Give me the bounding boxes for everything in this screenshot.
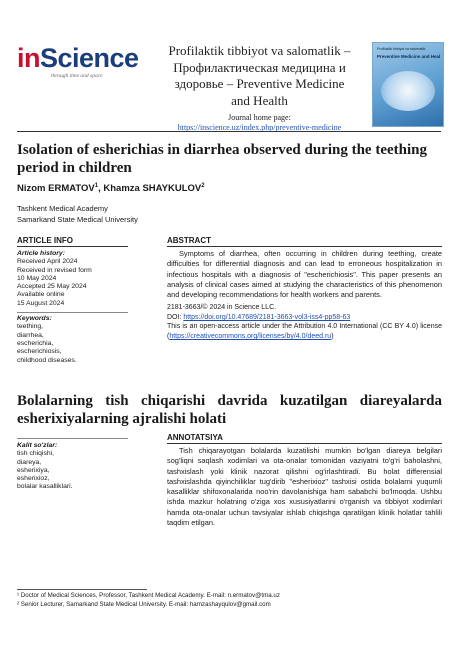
uzbek-title bbox=[17, 392, 442, 428]
article-title: Isolation of esherichias in diarrhea observed during the teething period in children bbox=[17, 142, 428, 176]
article-info-heading: ARTICLE INFO bbox=[17, 236, 128, 247]
uzbek-title-text: Bolalarning tish chiqarishi davrida kuzatilgan diareyalarda esherixiyalarning ajralishi holati bbox=[17, 393, 442, 427]
cover-text: Preventive Medicine and Heal bbox=[377, 54, 441, 59]
abstract bbox=[167, 236, 442, 341]
keyword: teething, bbox=[17, 323, 44, 331]
uz-keyword: esherixioz, bbox=[17, 475, 50, 483]
authors: Nizom ERMATOV$^1$, Khamza SHAYKULOV$^2$ bbox=[17, 183, 205, 195]
history-line: Accepted 25 May 2024 bbox=[17, 283, 87, 291]
uz-keyword: tish chiqishi, bbox=[17, 450, 55, 458]
author-sup: 2 bbox=[201, 183, 205, 189]
logo-science: Science bbox=[40, 43, 139, 73]
history-line: 10 May 2024 bbox=[17, 274, 57, 282]
uz-keyword: diareya, bbox=[17, 458, 42, 466]
license-text: This is an open-access article under the Attribution 4.0 International (CC BY 4.0) license ( bbox=[167, 323, 442, 340]
logo-in: in bbox=[17, 43, 40, 73]
journal-cover-image bbox=[372, 42, 444, 127]
journal-title-line: and Health bbox=[231, 92, 288, 108]
abstract-text: Symptoms of diarrhea, often occurring in children during teething, create difficulties for differential diagnosis and can lead to erroneous hospitalization in infectious hospitals with a diagnosis of "escherichiosis". This paper presents an analysis of clinical cases aimed at studying the characteristics of this phenomenon and developing recommendations for health workers and parents. bbox=[167, 249, 442, 300]
affiliation: Samarkand State Medical University bbox=[17, 214, 138, 224]
uz-keyword: bolalar kasalliklari. bbox=[17, 483, 73, 491]
affiliation: Tashkent Medical Academy bbox=[17, 204, 108, 213]
keyword: escherichia, bbox=[17, 339, 54, 347]
annotation-text: Tish chiqarayotgan bolalarda kuzatilishi mumkin bo'lgan diareya belgilari sog'liqni saqlash xodimlari va ota-onalar tomonidan vaziyatni to'g'ri baholashni, tashxislash yoki klinik nazorat qilishni og'irlashtiradi. Bu holat differensial tashxislashda qiyinchiliklar tug'dirib "esherixioz" tashxisi ostida bolalarni yuqumli kasalliklar shifoxonalaridа noo'rin davolanishiga ham sababchi bo'lmoqda. Ushbu ishda mazkur holatning o'ziga xos xususiyatlarini o'rganish va tibbiyot xodimlari hamda ota-onalar uchun tavsiyalar ishlab chiqishga qaratilgan klinik holatlar tahlili taqdim etilgan. bbox=[167, 446, 442, 528]
doi-label: DOI: bbox=[167, 313, 184, 321]
annotation-heading: ANNOTATSIYA bbox=[167, 433, 442, 444]
journal-title-line: Profilaktik tibbiyot va salomatlik – bbox=[168, 43, 351, 58]
footnote-divider bbox=[17, 589, 147, 590]
logo-tagline: through time and space bbox=[51, 73, 103, 79]
doi bbox=[167, 313, 442, 323]
cover-graphic bbox=[381, 71, 435, 111]
license-text: ) bbox=[331, 332, 334, 340]
uz-keyword-list bbox=[17, 442, 128, 492]
footnote-1: ¹ Doctor of Medical Sciences, Professor, Tashkent Medical Academy. E-mail: n.ermatov@tma.uz bbox=[17, 592, 280, 599]
cover-text: Profilaktik tibbiyot va salomatlik bbox=[377, 47, 426, 51]
journal-title bbox=[152, 43, 367, 109]
history-line: Available online bbox=[17, 291, 65, 299]
uzbek-keywords bbox=[17, 438, 128, 492]
info-divider bbox=[17, 312, 128, 313]
article-meta bbox=[167, 303, 442, 341]
history-label: Article history: bbox=[17, 250, 65, 257]
keywords bbox=[17, 315, 128, 365]
author-sup: 1 bbox=[94, 183, 99, 189]
author-name: Khamza SHAYKULOV bbox=[103, 183, 202, 195]
article-info bbox=[17, 236, 128, 365]
keyword: escherichiosis, bbox=[17, 348, 62, 356]
license-link[interactable]: https://creativecommons.org/licenses/by/4.0/deed.ru bbox=[169, 332, 332, 340]
history-line: Received April 2024 bbox=[17, 258, 78, 266]
keywords-label: Keywords: bbox=[17, 315, 52, 323]
abstract-heading: ABSTRACT bbox=[167, 236, 442, 247]
journal-logo bbox=[17, 43, 139, 91]
doi-link[interactable]: https://doi.org/10.47689/2181-3663-vol3-iss4-pp58-63 bbox=[183, 313, 351, 321]
uzbek-annotation bbox=[167, 433, 442, 528]
keyword: childhood diseases. bbox=[17, 356, 77, 364]
header-divider bbox=[17, 131, 441, 132]
uz-keywords-label: Kalit so'zlar: bbox=[17, 442, 58, 449]
journal-title-line: Профилактическая медицина и bbox=[173, 59, 346, 75]
author-name: Nizom ERMATOV bbox=[17, 183, 95, 195]
history-line: 15 August 2024 bbox=[17, 299, 65, 307]
journal-title-line: здоровье – Preventive Medicine bbox=[174, 76, 345, 91]
license bbox=[167, 322, 442, 341]
uz-keywords-rule bbox=[17, 438, 128, 439]
issn: 2181-3663/© 2024 in Science LLC. bbox=[167, 304, 277, 312]
article-history bbox=[17, 250, 128, 308]
uz-keyword: esherixiya, bbox=[17, 466, 50, 474]
homepage-label: Journal home page: bbox=[228, 113, 291, 122]
journal-homepage bbox=[152, 113, 367, 132]
keyword: diarrhea, bbox=[17, 331, 44, 339]
history-line: Received in revised form bbox=[17, 266, 92, 274]
homepage-link[interactable]: https://inscience.uz/index.php/preventive-medicine bbox=[177, 122, 342, 132]
footnote-2: ² Senior Lecturer, Samarkand State Medical University. E-mail: hamzashayqulov@gmail.com bbox=[17, 601, 271, 608]
affiliations bbox=[17, 204, 138, 225]
